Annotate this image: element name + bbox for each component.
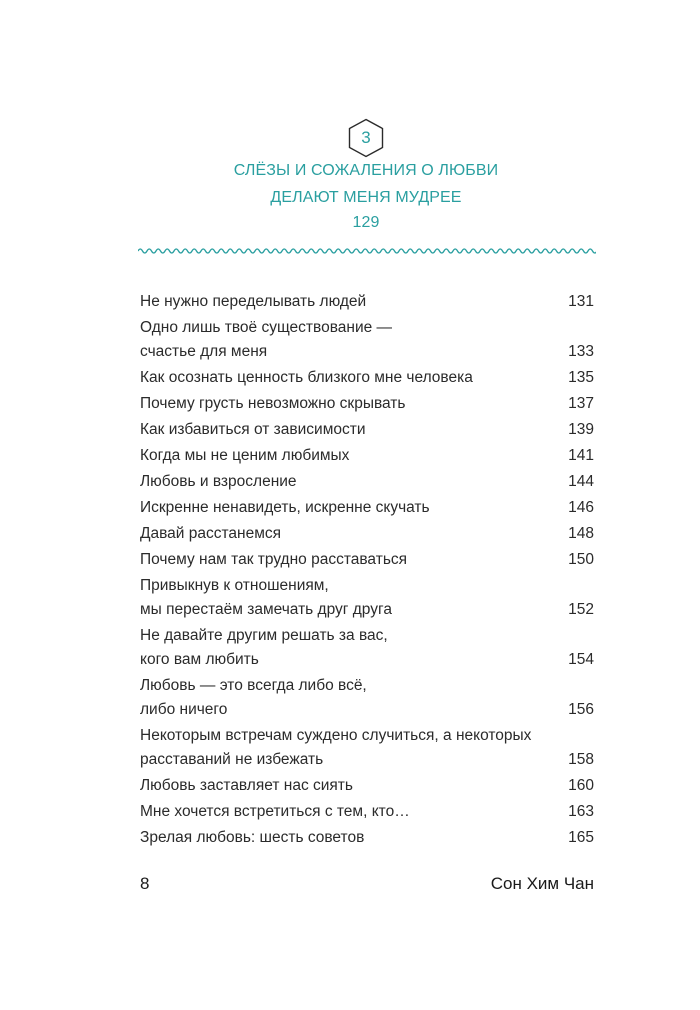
toc-entry-title-line: Зрелая любовь: шесть советов — [140, 829, 365, 846]
toc-entry-title-line: счастье для меня — [140, 343, 268, 360]
toc-entry-page: 135 — [568, 369, 594, 386]
chapter-title-line-2: ДЕЛАЮТ МЕНЯ МУДРЕЕ — [270, 189, 462, 206]
footer-author: Сон Хим Чан — [490, 874, 594, 893]
toc-entry-title — [140, 418, 594, 442]
toc-entry-title-line: Искренне ненавидеть, искренне скучать — [140, 499, 430, 516]
toc-entry-page: 146 — [568, 499, 594, 516]
toc-entry[interactable] — [140, 624, 594, 672]
toc-entry-title-line: Почему нам так трудно расставаться — [140, 551, 408, 568]
toc-entry-title — [140, 444, 594, 468]
toc-entry-title-line: Одно лишь твоё существование — — [140, 319, 393, 336]
toc-entry-title-line: Как избавиться от зависимости — [140, 421, 366, 438]
toc-entry-title — [140, 470, 594, 494]
toc-entry-title — [140, 826, 594, 850]
chapter-number: 3 — [361, 128, 371, 147]
toc-entry[interactable] — [140, 674, 594, 722]
toc-entry-page: 156 — [568, 701, 594, 718]
toc-entry[interactable] — [140, 316, 594, 364]
toc-entry-title — [140, 574, 594, 622]
toc-entry[interactable] — [140, 366, 594, 390]
toc-entry-page: 154 — [568, 651, 594, 668]
chapter-hexagon-badge — [347, 118, 385, 158]
toc-entry-title-line: либо ничего — [140, 701, 228, 718]
toc-entry-title-line: Любовь заставляет нас сиять — [140, 777, 353, 794]
toc-entry-title — [140, 674, 594, 722]
toc-entry[interactable] — [140, 392, 594, 416]
toc-entry[interactable] — [140, 522, 594, 546]
wavy-divider — [138, 244, 596, 258]
toc-entry-title-line: Когда мы не ценим любимых — [140, 447, 350, 464]
toc-entry-page: 158 — [568, 751, 594, 768]
toc-entry[interactable] — [140, 548, 594, 572]
toc-entry-title — [140, 290, 594, 314]
toc-entry-title — [140, 522, 594, 546]
toc-entry-title-line: Почему грусть невозможно скрывать — [140, 395, 406, 412]
toc-entry-title — [140, 496, 594, 520]
toc-entry-page: 139 — [568, 421, 594, 438]
toc-entry-title-line: Не нужно переделывать людей — [140, 293, 367, 310]
toc-entry-title — [140, 392, 594, 416]
toc-entry-title-line: мы перестаём замечать друг друга — [140, 601, 392, 618]
toc-entry-page: 165 — [568, 829, 594, 846]
table-of-contents — [140, 290, 594, 850]
toc-entry-page: 163 — [568, 803, 594, 820]
toc-entry[interactable] — [140, 574, 594, 622]
toc-entry-page: 137 — [568, 395, 594, 412]
toc-entry[interactable] — [140, 826, 594, 850]
toc-entry-title-line: Давай расстанемся — [140, 525, 282, 542]
toc-entry-page: 131 — [568, 293, 594, 310]
toc-entry-title — [140, 366, 594, 390]
toc-entry-page: 144 — [568, 473, 594, 490]
chapter-title-line-1: СЛЁЗЫ И СОЖАЛЕНИЯ О ЛЮБВИ — [233, 162, 499, 179]
toc-entry-title-line: Любовь и взросление — [140, 473, 297, 490]
toc-entry-page: 152 — [568, 601, 594, 618]
toc-entry-title-line: Не давайте другим решать за вас, — [140, 627, 388, 644]
toc-entry[interactable] — [140, 724, 594, 772]
toc-entry-title — [140, 800, 594, 824]
toc-entry-title-line: расставаний не избежать — [140, 751, 324, 768]
toc-entry-page: 150 — [568, 551, 594, 568]
toc-entry-page: 133 — [568, 343, 594, 360]
toc-entry-page: 148 — [568, 525, 594, 542]
toc-entry-title-line: Некоторым встречам суждено случиться, а некоторых — [140, 727, 532, 744]
toc-entry-page: 141 — [568, 447, 594, 464]
toc-entry-title-line: кого вам любить — [140, 651, 259, 668]
toc-entry[interactable] — [140, 470, 594, 494]
toc-entry[interactable] — [140, 496, 594, 520]
toc-entry-title — [140, 774, 594, 798]
toc-entry-page: 160 — [568, 777, 594, 794]
footer-page-number: 8 — [140, 874, 150, 893]
toc-entry-title-line: Мне хочется встретиться с тем, кто… — [140, 803, 410, 820]
toc-entry-title — [140, 624, 594, 672]
toc-entry[interactable] — [140, 774, 594, 798]
toc-entry[interactable] — [140, 444, 594, 468]
toc-entry-title-line: Привыкнув к отношениям, — [140, 577, 329, 594]
toc-entry[interactable] — [140, 290, 594, 314]
toc-entry[interactable] — [140, 800, 594, 824]
toc-entry-title-line: Как осознать ценность близкого мне человека — [140, 369, 473, 386]
toc-entry-title — [140, 724, 594, 772]
chapter-start-page: 129 — [352, 214, 380, 231]
toc-entry[interactable] — [140, 418, 594, 442]
toc-entry-title-line: Любовь — это всегда либо всё, — [140, 677, 367, 694]
toc-entry-title — [140, 316, 594, 364]
toc-entry-title — [140, 548, 594, 572]
